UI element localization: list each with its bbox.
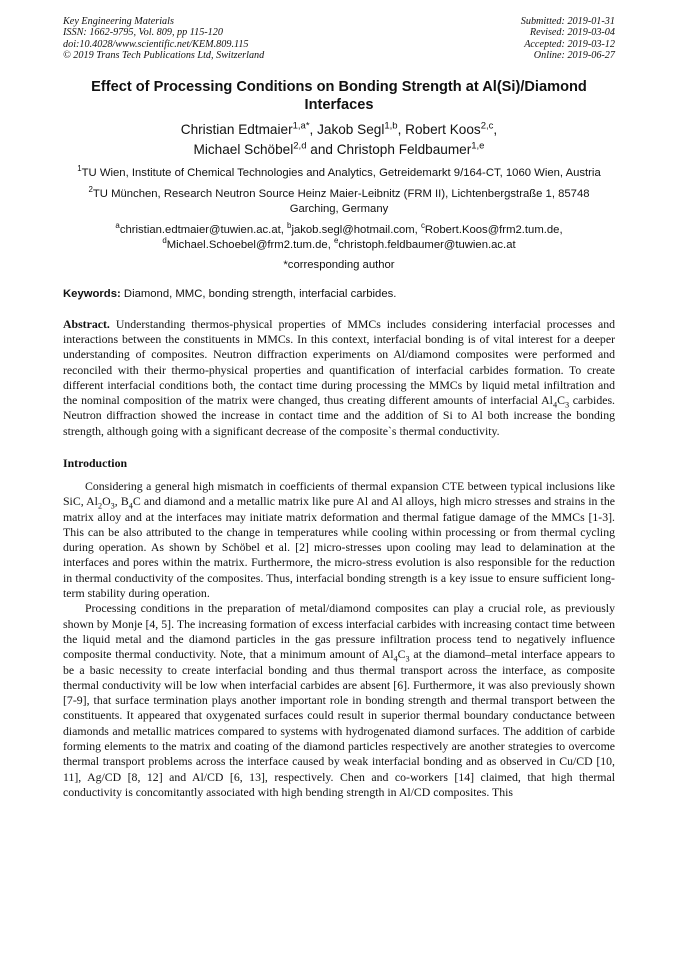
journal-copyright: © 2019 Trans Tech Publications Ltd, Switzerland: [63, 50, 265, 62]
author-superscript: 1,e: [471, 140, 485, 152]
paper-title: Effect of Processing Conditions on Bonding Strength at Al(Si)/Diamond Interfaces: [91, 78, 587, 113]
email-link[interactable]: Michael.Schoebel@frm2.tum.de: [166, 238, 328, 251]
subscript: 3: [110, 501, 115, 511]
paragraph-text: C and diamond and a metallic matrix like pure Al and Al alloys, high micro stresses and strains in the matrix alloy and at the interfaces may initiate matrix deformation and thermal fatigue damage of the MMCs [1-3]. This can be also attributed to the change in temperatures while cooling within processing or from thermal cycling during operation. As shown by Schöbel et al. [2] micro-stresses upon cooling may lead to delamination at the interfaces and pores within the matrix. Furthermore, the micro-stress evolution is also responsible for the reduction in thermal conductivity of the composites. Thus, interfacial bonding strength is a key issue to ensure sufficient long-term stability during operation.: [63, 494, 615, 601]
author-emails: $^a$christian.edtmaier@tuwien.ac.at, $^b$jakob.segl@hotmail.com, $^c$Robert.Koos@frm2.tum.de, $^d$Michael.Schoebel@frm2.tum.de, $^e$christoph.feldbaumer@tuwien.ac.at: [115, 220, 563, 251]
author-name: Christian Edtmaier: [180, 121, 293, 137]
author-name: Jakob Segl: [317, 121, 385, 137]
affiliation-text: TU Wien, Institute of Chemical Technologies and Analytics, Getreidemarkt 9/164-CT, 1060 Wien, Austria: [81, 166, 601, 179]
affiliation-text: TU München, Research Neutron Source Heinz Maier-Leibnitz (FRM II), Lichtenbergstraße 1, 85748 Garching, Germany: [92, 187, 590, 215]
date-revised: Revised: 2019-03-04: [529, 27, 615, 39]
journal-issn: ISSN: 1662-9795, Vol. 809, pp 115-120: [63, 27, 223, 39]
journal-name: Key Engineering Materials: [63, 16, 174, 27]
intro-paragraph-1: [63, 479, 615, 601]
affiliation-mark: 1: [77, 163, 82, 173]
abstract-text: carbides. Neutron diffraction showed the increase in contact time and the addition of Si to Al both increase the bonding strength, although going with a significant decrease of the composite`s thermal conductivity.: [63, 393, 615, 438]
email-link[interactable]: Robert.Koos@frm2.tum.de: [424, 223, 560, 236]
author-conjunction: and: [306, 141, 337, 157]
email-link[interactable]: jakob.segl@hotmail.com: [291, 223, 415, 236]
date-online: Online: 2019-06-27: [533, 50, 615, 62]
journal-header: [63, 16, 615, 62]
paragraph-text: at the diamond–metal interface appears to be a basic necessity to create interfacial bonding and thus thermal transport across the interface, as composite thermal conductivity will be low when interfacial carbides are absent [6]. Furthermore, it was also previously shown [7-9], that surface termination plays another important role in bonding strength and thermal transport between the constituents. It appeared that oxygenated surfaces could result in superior thermal boundary conductance between diamonds and metallic matrices compared to systems with hydrogenated diamond surfaces. The addition of carbide forming elements to the matrix and coating of the diamond particles respectively are another strategies to overcome thermal transport problems across the interface caused by weak interfacial bonding and as observed in Cu/CD [10, 11], Ag/CD [8, 12] and Al/CD [6, 13], respectively. Chen and co-workers [14] claimed, that high thermal conductivity is concomitantly associated with high bending strength in Al/CD composites. This: [63, 647, 615, 799]
section-heading-introduction: Introduction: [63, 456, 128, 470]
paragraph-text: Considering a general high mismatch in coefficients of thermal expansion CTE between typical inclusions like SiC, Al: [63, 479, 615, 509]
abstract-text: C: [557, 393, 565, 408]
author-superscript: 1,b: [384, 120, 398, 132]
author-name: Michael Schöbel: [193, 141, 294, 157]
email-mark: e: [333, 235, 339, 245]
author-name: Robert Koos: [405, 121, 481, 137]
abstract-label: Abstract.: [63, 316, 110, 331]
date-submitted: Submitted: 2019-01-31: [520, 16, 615, 27]
paragraph-text: Processing conditions in the preparation of metal/diamond composites can play a crucial role, as previously shown by Monje [4, 5]. The increasing formation of excess interfacial carbides with increasing contact time between the liquid metal and the diamond particles in the gas pressure infiltration process tend to negatively influence composite thermal conductivity. Note, that a minimum amount of Al: [63, 601, 615, 662]
abstract-section: [63, 317, 615, 439]
subscript: 4: [128, 501, 133, 511]
author-superscript: 2,c: [480, 120, 494, 132]
date-accepted: Accepted: 2019-03-12: [524, 38, 615, 50]
email-mark: d: [162, 235, 167, 245]
author-superscript: 1,a*: [292, 120, 310, 132]
journal-info: [63, 16, 264, 62]
keywords-label: Keywords:: [63, 287, 121, 300]
affiliation-2: [63, 184, 615, 217]
email-mark: b: [287, 220, 292, 230]
corresponding-author-note: *corresponding author: [283, 258, 395, 271]
intro-paragraph-2: [63, 601, 615, 800]
paragraph-text: O: [102, 494, 111, 509]
paragraph-text: C: [397, 647, 406, 662]
subscript: 4: [393, 654, 398, 664]
keywords-text: Diamond, MMC, bonding strength, interfacial carbides.: [120, 287, 397, 300]
abstract-text: Understanding thermos-physical properties of MMCs includes considering interfacial processes and interactions between the constituents in MMCs. In this context, interfacial bonding is of vital interest for a deeper understanding of composites. Neutron diffraction experiments on Al/diamond composites were performed and reconciled with their thermo-physical properties and quantification of interfacial carbides formation. To create different interfacial conditions both, the contact time during processing the MMCs by liquid metal infiltration and the nominal composition of the matrix were changed, thus creating different amounts of interfacial Al: [63, 316, 615, 408]
email-mark: a: [115, 220, 120, 230]
author-name: Christoph Feldbaumer: [336, 141, 472, 157]
author-list: Christian Edtmaier$^{1,a*}$, Jakob Segl$^{1,b}$, Robert Koos$^{2,c}$, Michael Schöbel$^{2,d}$ and Christoph Feldbaumer$^{1,e}$: [180, 120, 498, 157]
subscript: 3: [405, 654, 410, 664]
email-link[interactable]: christoph.feldbaumer@tuwien.ac.at: [338, 238, 516, 251]
affiliation-1: [63, 163, 615, 181]
affiliation-mark: 2: [88, 184, 93, 194]
email-link[interactable]: christian.edtmaier@tuwien.ac.at: [119, 223, 281, 236]
subscript: 4: [552, 400, 558, 410]
author-superscript: 2,d: [293, 140, 307, 152]
publication-dates: [521, 16, 615, 62]
paper-page: [63, 16, 615, 800]
paragraph-text: , B: [114, 494, 129, 509]
subscript: 2: [97, 501, 103, 511]
subscript: 3: [564, 400, 570, 410]
email-mark: c: [420, 220, 425, 230]
journal-doi[interactable]: doi:10.4028/www.scientific.net/KEM.809.115: [63, 38, 249, 50]
keywords-section: [63, 288, 615, 300]
